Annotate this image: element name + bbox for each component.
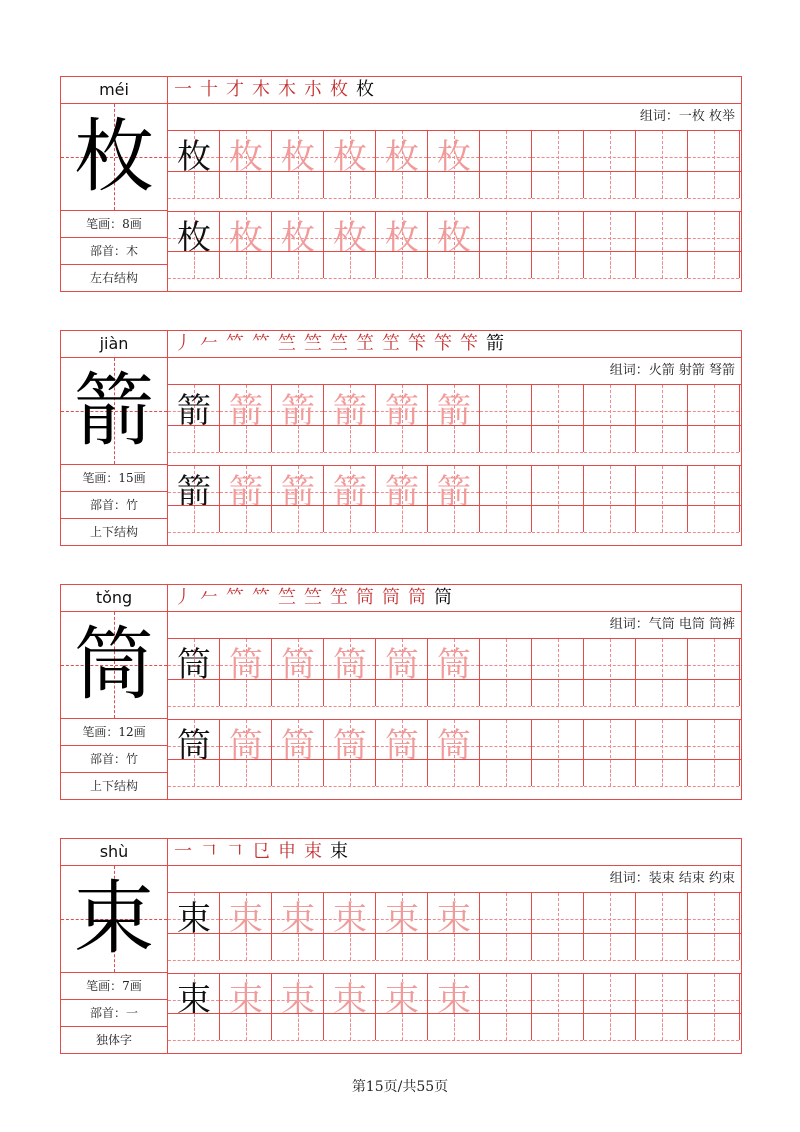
stroke-step: 笇 <box>460 333 478 354</box>
example-character: 箭 <box>177 391 211 431</box>
trace-character: 箭 <box>437 391 471 431</box>
model-character: 枚 <box>74 110 154 203</box>
stroke-count-label: 笔画：8画 <box>61 211 167 238</box>
stroke-step: 𥫗 <box>226 333 244 354</box>
practice-cell[interactable] <box>688 506 740 532</box>
trace-character: 枚 <box>281 137 315 177</box>
stroke-step: 𠃍 <box>200 841 218 862</box>
radical-label: 部首：竹 <box>61 492 167 519</box>
practice-cell[interactable] <box>584 760 636 786</box>
practice-cell[interactable] <box>272 1014 324 1040</box>
example-character: 枚 <box>177 137 211 177</box>
stroke-step: 朩 <box>304 79 322 100</box>
trace-character: 箭 <box>229 472 263 512</box>
trace-character: 束 <box>229 899 263 939</box>
stroke-count-label: 笔画：7画 <box>61 973 167 1000</box>
stroke-step: 箭 <box>486 333 504 354</box>
practice-cell[interactable] <box>428 426 480 452</box>
model-character: 箭 <box>74 364 154 457</box>
practice-cell[interactable] <box>532 1014 584 1040</box>
trace-character: 筒 <box>385 645 419 685</box>
character-info-column <box>61 839 168 1053</box>
practice-cell[interactable] <box>428 506 480 532</box>
structure-label: 上下结构 <box>89 525 138 539</box>
stroke-order-row <box>168 331 741 358</box>
practice-cell[interactable] <box>480 252 532 278</box>
practice-cell[interactable] <box>376 680 428 706</box>
practice-cell[interactable] <box>532 680 584 706</box>
trace-character: 筒 <box>385 726 419 766</box>
practice-cell[interactable] <box>636 1014 688 1040</box>
trace-character: 束 <box>281 980 315 1020</box>
stroke-step: 一 <box>174 79 192 100</box>
trace-character: 束 <box>385 899 419 939</box>
practice-cell[interactable] <box>532 506 584 532</box>
structure-label: 左右结构 <box>89 271 138 285</box>
trace-character: 枚 <box>385 137 419 177</box>
practice-cell[interactable] <box>636 426 688 452</box>
practice-cell[interactable] <box>428 252 480 278</box>
stroke-step: 筒 <box>434 587 452 608</box>
practice-cell[interactable] <box>324 1014 376 1040</box>
practice-cell[interactable] <box>688 934 740 960</box>
practice-cell[interactable] <box>272 172 324 198</box>
practice-cell[interactable] <box>324 934 376 960</box>
practice-cell[interactable] <box>688 426 740 452</box>
practice-cell[interactable] <box>272 760 324 786</box>
practice-cell[interactable] <box>272 934 324 960</box>
stroke-step: 笇 <box>434 333 452 354</box>
practice-cell[interactable] <box>584 680 636 706</box>
practice-cell[interactable] <box>636 934 688 960</box>
word-examples-row <box>168 358 741 385</box>
stroke-step: 竺 <box>304 587 322 608</box>
stroke-step: 枚 <box>330 79 348 100</box>
trace-character: 束 <box>281 899 315 939</box>
practice-cell[interactable] <box>584 1014 636 1040</box>
character-info-column <box>61 331 168 545</box>
example-character: 束 <box>177 980 211 1020</box>
practice-cell[interactable] <box>480 426 532 452</box>
stroke-order-row <box>168 839 741 866</box>
practice-row <box>168 1013 741 1040</box>
trace-character: 筒 <box>437 726 471 766</box>
practice-cell[interactable] <box>688 680 740 706</box>
practice-cell[interactable] <box>584 506 636 532</box>
practice-cell[interactable] <box>480 506 532 532</box>
trace-character: 枚 <box>385 218 419 258</box>
trace-character: 枚 <box>333 218 367 258</box>
practice-cell[interactable] <box>376 760 428 786</box>
structure-label: 上下结构 <box>89 779 138 793</box>
practice-cell[interactable] <box>376 252 428 278</box>
stroke-step: 筒 <box>408 587 426 608</box>
practice-cell[interactable] <box>636 252 688 278</box>
practice-cell[interactable] <box>532 934 584 960</box>
model-character: 束 <box>74 872 154 965</box>
stroke-step: 束 <box>304 841 322 862</box>
practice-cell[interactable] <box>532 172 584 198</box>
word-examples-row <box>168 612 741 639</box>
practice-cell[interactable] <box>636 760 688 786</box>
word-examples: 组词：一枚 枚举 <box>639 109 735 124</box>
practice-cell[interactable] <box>428 934 480 960</box>
practice-cell[interactable] <box>636 680 688 706</box>
practice-cell[interactable] <box>428 760 480 786</box>
stroke-step: 笁 <box>382 333 400 354</box>
trace-character: 箭 <box>385 472 419 512</box>
practice-cell[interactable] <box>220 1014 272 1040</box>
practice-cell[interactable] <box>168 252 220 278</box>
practice-cell[interactable] <box>220 680 272 706</box>
pinyin-label: tǒng <box>61 585 167 612</box>
practice-cell[interactable] <box>480 934 532 960</box>
trace-character: 枚 <box>333 137 367 177</box>
trace-character: 枚 <box>281 218 315 258</box>
word-examples: 组词：装束 结束 约束 <box>609 871 735 886</box>
practice-cell[interactable] <box>688 1014 740 1040</box>
stroke-step: 竺 <box>304 333 322 354</box>
practice-cell[interactable] <box>168 506 220 532</box>
model-character-box <box>61 866 167 973</box>
practice-cell[interactable] <box>324 426 376 452</box>
trace-character: 筒 <box>229 645 263 685</box>
stroke-step: 𠂉 <box>200 587 218 608</box>
trace-character: 箭 <box>281 472 315 512</box>
practice-cell[interactable] <box>272 506 324 532</box>
trace-character: 箭 <box>437 472 471 512</box>
practice-cell[interactable] <box>376 426 428 452</box>
example-character: 筒 <box>177 645 211 685</box>
model-character-box <box>61 358 167 465</box>
trace-character: 束 <box>437 980 471 1020</box>
practice-cell[interactable] <box>168 172 220 198</box>
word-examples: 组词：火箭 射箭 弩箭 <box>609 363 735 378</box>
practice-row <box>168 679 741 706</box>
stroke-step: 㔾 <box>252 841 270 862</box>
practice-cell[interactable] <box>220 172 272 198</box>
pinyin-label: shù <box>61 839 167 866</box>
stroke-step: 𥫗 <box>226 587 244 608</box>
page-footer: 第15页/共55页 <box>351 1079 449 1095</box>
practice-cell[interactable] <box>584 172 636 198</box>
stroke-order-row <box>168 585 741 612</box>
practice-cell[interactable] <box>688 760 740 786</box>
practice-cell[interactable] <box>220 252 272 278</box>
practice-cell[interactable] <box>428 172 480 198</box>
stroke-step: 竺 <box>330 333 348 354</box>
trace-character: 筒 <box>229 726 263 766</box>
model-character: 筒 <box>74 618 154 711</box>
word-examples: 组词：气筒 电筒 筒裤 <box>609 617 735 632</box>
trace-character: 枚 <box>229 218 263 258</box>
stroke-step: 筒 <box>382 587 400 608</box>
practice-cell[interactable] <box>220 426 272 452</box>
radical-label: 部首：一 <box>61 1000 167 1027</box>
practice-cell[interactable] <box>324 172 376 198</box>
stroke-order-row <box>168 77 741 104</box>
practice-cell[interactable] <box>480 680 532 706</box>
practice-cell[interactable] <box>324 680 376 706</box>
character-card <box>60 838 742 1054</box>
stroke-step: 才 <box>226 79 244 100</box>
stroke-count-label: 笔画：12画 <box>61 719 167 746</box>
stroke-step: 𥫗 <box>252 587 270 608</box>
practice-cell[interactable] <box>584 252 636 278</box>
stroke-step: 丿 <box>174 333 192 354</box>
practice-cell[interactable] <box>376 506 428 532</box>
stroke-step: 𥫗 <box>252 333 270 354</box>
practice-cell[interactable] <box>376 172 428 198</box>
trace-character: 枚 <box>437 137 471 177</box>
practice-cell[interactable] <box>636 172 688 198</box>
practice-cell[interactable] <box>636 506 688 532</box>
stroke-step: 竺 <box>278 587 296 608</box>
stroke-step: 束 <box>330 841 348 862</box>
character-info-column <box>61 77 168 291</box>
practice-cell[interactable] <box>324 760 376 786</box>
stroke-step: 木 <box>278 79 296 100</box>
trace-character: 箭 <box>229 391 263 431</box>
stroke-step: 枚 <box>356 79 374 100</box>
character-card <box>60 584 742 800</box>
trace-character: 束 <box>229 980 263 1020</box>
practice-cell[interactable] <box>584 426 636 452</box>
practice-cell[interactable] <box>272 252 324 278</box>
practice-cell[interactable] <box>220 760 272 786</box>
example-character: 束 <box>177 899 211 939</box>
practice-cell[interactable] <box>532 426 584 452</box>
stroke-step: 木 <box>252 79 270 100</box>
example-character: 箭 <box>177 472 211 512</box>
stroke-step: 申 <box>278 841 296 862</box>
example-character: 枚 <box>177 218 211 258</box>
trace-character: 筒 <box>333 726 367 766</box>
practice-cell[interactable] <box>168 426 220 452</box>
practice-cell[interactable] <box>428 1014 480 1040</box>
stroke-step: 𠃍 <box>226 841 244 862</box>
practice-row <box>168 425 741 452</box>
stroke-step: 十 <box>200 79 218 100</box>
practice-cell[interactable] <box>220 934 272 960</box>
trace-character: 箭 <box>281 391 315 431</box>
pinyin-label: jiàn <box>61 331 167 358</box>
model-character-box <box>61 104 167 211</box>
practice-cell[interactable] <box>584 934 636 960</box>
stroke-step: 丿 <box>174 587 192 608</box>
trace-character: 筒 <box>333 645 367 685</box>
stroke-step: 笁 <box>356 333 374 354</box>
character-card <box>60 76 742 292</box>
trace-character: 束 <box>333 980 367 1020</box>
trace-character: 束 <box>385 980 419 1020</box>
trace-character: 箭 <box>385 391 419 431</box>
trace-character: 枚 <box>229 137 263 177</box>
practice-row <box>168 505 741 532</box>
character-info-column <box>61 585 168 799</box>
practice-cell[interactable] <box>324 506 376 532</box>
practice-cell[interactable] <box>272 680 324 706</box>
radical-label: 部首：竹 <box>61 746 167 773</box>
practice-row <box>168 933 741 960</box>
practice-cell[interactable] <box>376 934 428 960</box>
practice-row <box>168 171 741 198</box>
trace-character: 束 <box>333 899 367 939</box>
stroke-step: 笇 <box>408 333 426 354</box>
word-examples-row <box>168 104 741 131</box>
stroke-step: 笁 <box>330 587 348 608</box>
practice-row <box>168 759 741 786</box>
practice-cell[interactable] <box>480 760 532 786</box>
stroke-step: 筒 <box>356 587 374 608</box>
practice-cell[interactable] <box>532 760 584 786</box>
radical-label: 部首：木 <box>61 238 167 265</box>
practice-cell[interactable] <box>324 252 376 278</box>
trace-character: 束 <box>437 899 471 939</box>
structure-label: 独体字 <box>95 1033 132 1047</box>
practice-cell[interactable] <box>168 680 220 706</box>
trace-character: 筒 <box>437 645 471 685</box>
trace-character: 筒 <box>281 645 315 685</box>
trace-character: 筒 <box>281 726 315 766</box>
trace-character: 箭 <box>333 391 367 431</box>
stroke-count-label: 笔画：15画 <box>61 465 167 492</box>
stroke-step: 竺 <box>278 333 296 354</box>
practice-cell[interactable] <box>480 172 532 198</box>
trace-character: 箭 <box>333 472 367 512</box>
trace-character: 枚 <box>437 218 471 258</box>
practice-cell[interactable] <box>376 1014 428 1040</box>
practice-cell[interactable] <box>220 506 272 532</box>
practice-cell[interactable] <box>168 934 220 960</box>
word-examples-row <box>168 866 741 893</box>
character-card <box>60 330 742 546</box>
practice-cell[interactable] <box>532 252 584 278</box>
practice-cell[interactable] <box>428 680 480 706</box>
pinyin-label: méi <box>61 77 167 104</box>
practice-cell[interactable] <box>272 426 324 452</box>
example-character: 筒 <box>177 726 211 766</box>
model-character-box <box>61 612 167 719</box>
practice-row <box>168 251 741 278</box>
practice-cell[interactable] <box>688 172 740 198</box>
practice-cell[interactable] <box>168 1014 220 1040</box>
stroke-step: 一 <box>174 841 192 862</box>
practice-cell[interactable] <box>168 760 220 786</box>
stroke-step: 𠂉 <box>200 333 218 354</box>
practice-cell[interactable] <box>480 1014 532 1040</box>
practice-cell[interactable] <box>688 252 740 278</box>
